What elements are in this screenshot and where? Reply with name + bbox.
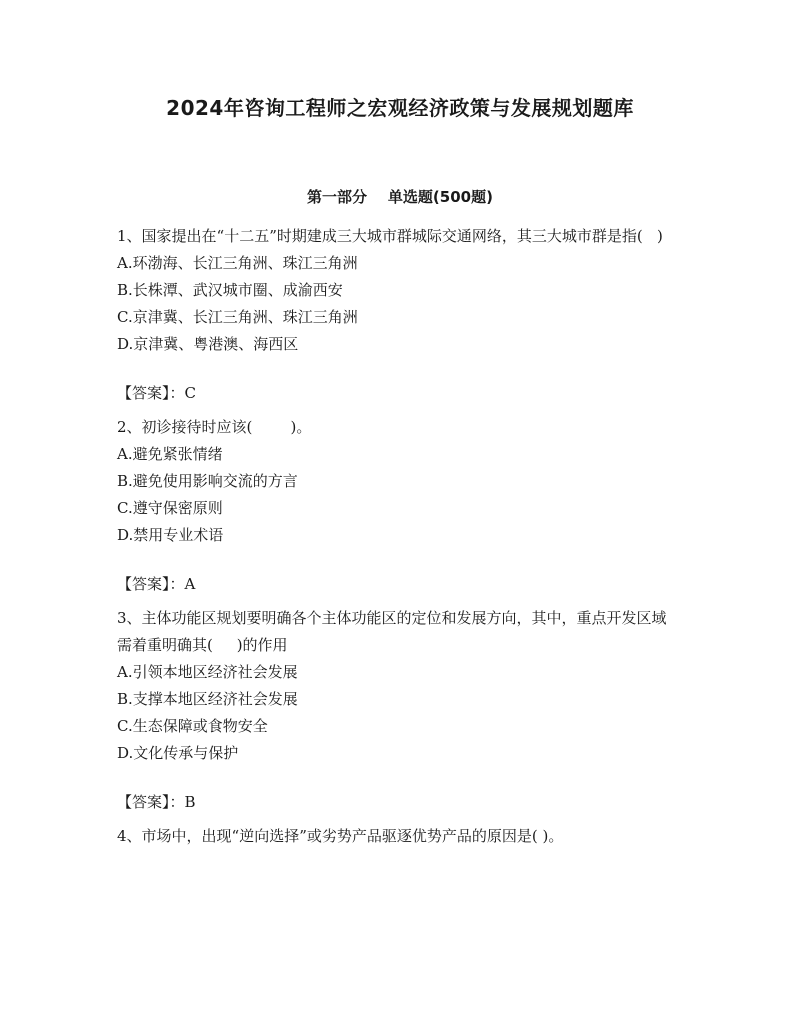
- option-a: A.环渤海、长江三角洲、珠江三角洲: [117, 254, 358, 272]
- option-d: D.文化传承与保护: [117, 744, 239, 762]
- question-item: [117, 414, 677, 605]
- question-item: [117, 823, 677, 850]
- option-b: B.长株潭、武汉城市圈、成渝西安: [117, 281, 343, 299]
- answer-value: A: [184, 575, 196, 593]
- document-title: 2024年咨询工程师之宏观经济政策与发展规划题库: [166, 96, 634, 120]
- answer-line: [117, 789, 677, 816]
- option-c: C.遵守保密原则: [117, 499, 223, 517]
- option-a: A.引领本地区经济社会发展: [117, 663, 298, 681]
- question-text: 4、市场中，出现“逆向选择”或劣势产品驱逐优势产品的原因是( )。: [117, 827, 564, 845]
- question-text: 2、初诊接待时应该( )。: [117, 418, 312, 436]
- option-d: D.京津冀、粤港澳、海西区: [117, 335, 299, 353]
- answer-value: C: [184, 384, 196, 402]
- block-divider-space: [117, 407, 677, 414]
- answer-label: 【答案】：: [117, 384, 185, 402]
- question-text: 3、主体功能区规划要明确各个主体功能区的定位和发展方向，其中，重点开发区域需着重明确其( )的作用: [117, 609, 667, 654]
- answer-label: 【答案】：: [117, 793, 185, 811]
- answer-value: B: [184, 793, 196, 811]
- block-divider-space: [117, 816, 677, 823]
- option-c: C.京津冀、长江三角洲、珠江三角洲: [117, 308, 358, 326]
- question-item: [117, 223, 677, 414]
- answer-line: [117, 380, 677, 407]
- section-heading: 第一部分 单选题(500题): [307, 188, 493, 206]
- question-list: [117, 223, 677, 850]
- block-divider-space: [117, 598, 677, 605]
- option-a: A.避免紧张情绪: [117, 445, 223, 463]
- answer-line: [117, 571, 677, 598]
- question-item: [117, 605, 677, 823]
- option-c: C.生态保障或食物安全: [117, 717, 268, 735]
- question-text: 1、国家提出在“十二五”时期建成三大城市群城际交通网络，其三大城市群是指( ): [117, 227, 663, 245]
- answer-label: 【答案】：: [117, 575, 185, 593]
- option-b: B.支撑本地区经济社会发展: [117, 690, 298, 708]
- option-d: D.禁用专业术语: [117, 526, 224, 544]
- option-b: B.避免使用影响交流的方言: [117, 472, 298, 490]
